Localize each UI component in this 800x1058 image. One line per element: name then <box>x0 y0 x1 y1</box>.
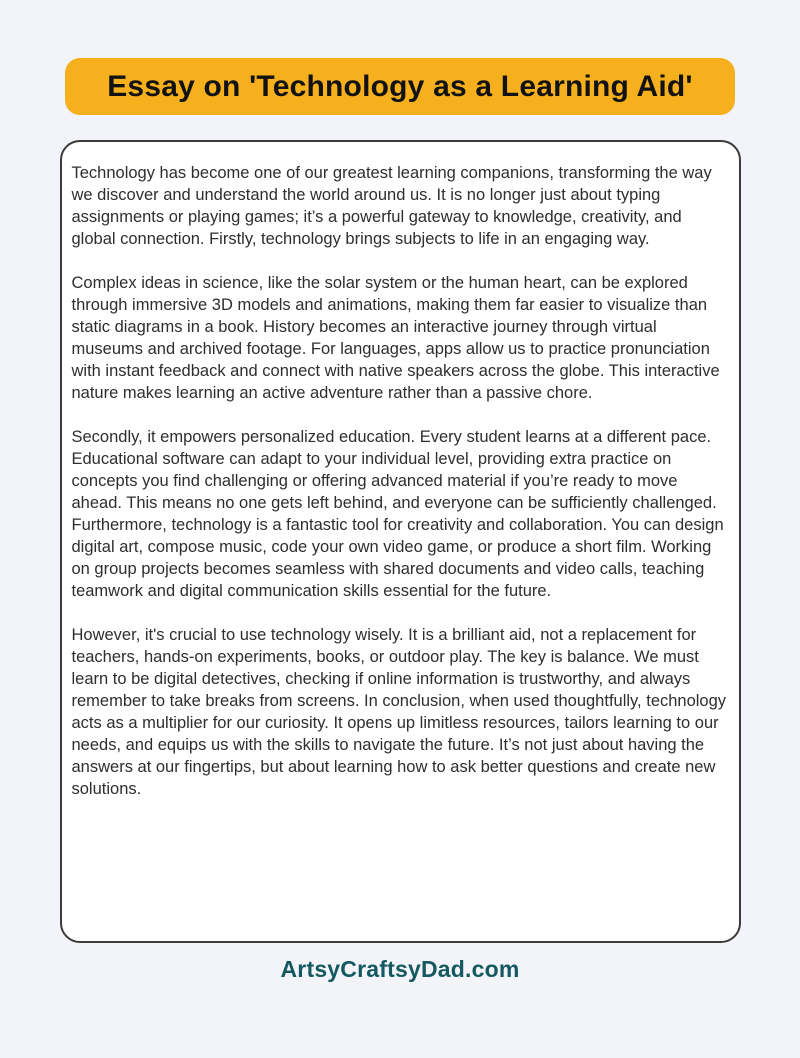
essay-paragraph-4: However, it's crucial to use technology wisely. It is a brilliant aid, not a replacement for teachers, hands-on experiments, books, or outdoor play. The key is balance. We must learn to be digital detectives, checking if online information is trustworthy, and always remember to take breaks from screens. In conclusion, when used thoughtfully, technology acts as a multiplier for our curiosity. It opens up limitless resources, tailors learning to our needs, and equips us with the skills to navigate the future. It’s not just about having the answers at our fingertips, but about learning how to ask better questions and create new solutions. <box>71 626 727 798</box>
essay-paragraph-2: Complex ideas in science, like the solar system or the human heart, can be explored through immersive 3D models and animations, making them far easier to visualize than static diagrams in a book. History becomes an interactive journey through virtual museums and archived footage. For languages, apps allow us to practice pronunciation with instant feedback and connect with native speakers across the globe. This interactive nature makes learning an active adventure rather than a passive chore. <box>71 274 720 402</box>
title-banner <box>65 58 735 115</box>
site-name: ArtsyCraftsyDad.com <box>280 956 520 982</box>
essay-paragraph-3: Secondly, it empowers personalized education. Every student learns at a different pace. Educational software can adapt to your individual level, providing extra practice on concepts you find challenging or offering advanced material if you’re ready to move ahead. This means no one gets left behind, and everyone can be sufficiently challenged. Furthermore, technology is a fantastic tool for creativity and collaboration. You can design digital art, compose music, code your own video game, or produce a short film. Working on group projects becomes seamless with shared documents and video calls, teaching teamwork and digital communication skills essential for the future. <box>71 428 724 600</box>
essay-card <box>60 140 741 943</box>
page <box>0 58 800 1058</box>
page-title: Essay on 'Technology as a Learning Aid' <box>107 69 693 103</box>
essay-paragraph-1: Technology has become one of our greatest learning companions, transforming the way we discover and understand the world around us. It is no longer just about typing assignments or playing games; it’s a powerful gateway to knowledge, creativity, and global connection. Firstly, technology brings subjects to life in an engaging way. <box>71 164 712 248</box>
footer <box>0 956 800 983</box>
